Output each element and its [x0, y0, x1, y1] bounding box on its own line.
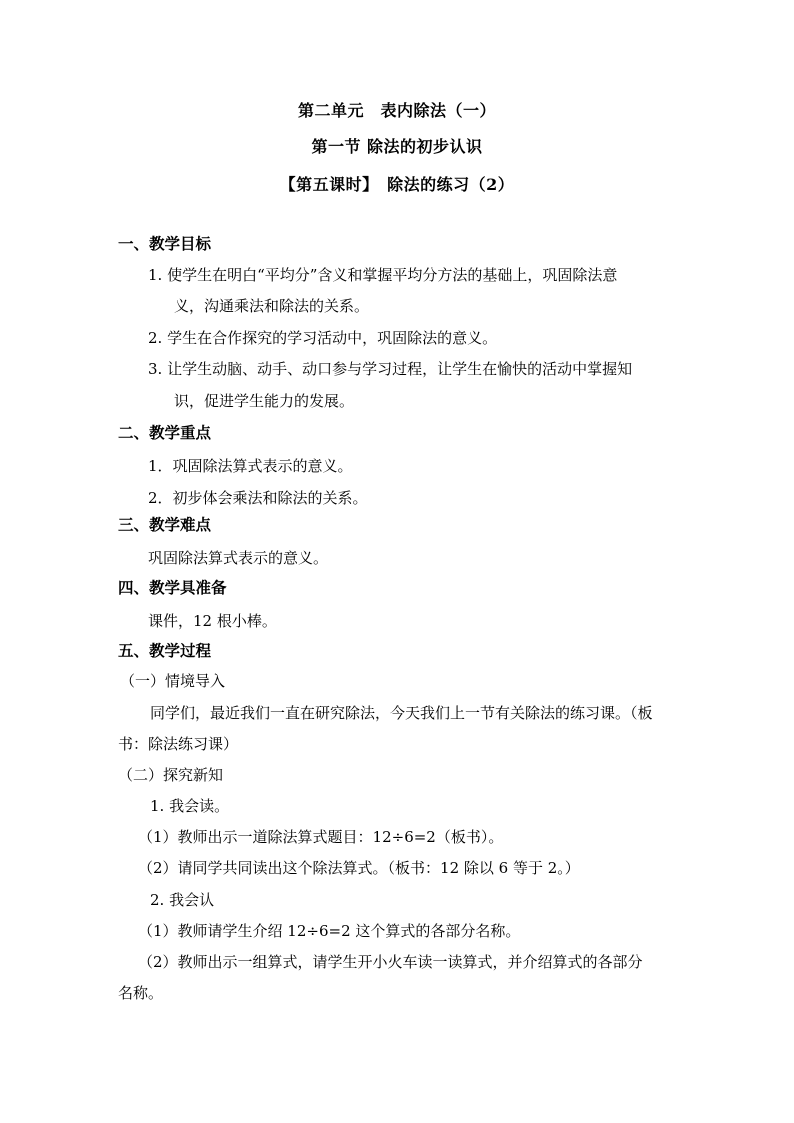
sub-item-2a: （1）教师请学生介绍 12÷6=2 这个算式的各部分名称。 — [138, 922, 521, 940]
goal-2: 2. 学生在合作探究的学习活动中，巩固除法的意义。 — [148, 329, 498, 347]
goal-1-line-2: 义，沟通乘法和除法的关系。 — [174, 297, 370, 315]
sub-item-2b-line-2: 名称。 — [118, 984, 164, 1002]
heading-teaching-goals: 一、教学目标 — [118, 234, 212, 253]
goal-1-line-1: 1. 使学生在明白“平均分”含义和掌握平均分方法的基础上，巩固除法意 — [148, 266, 618, 284]
heading-difficulty: 三、教学难点 — [118, 515, 212, 534]
key-point-2: 2．初步体会乘法和除法的关系。 — [148, 489, 368, 507]
part-2-heading: （二）探究新知 — [118, 766, 224, 784]
heading-materials: 四、教学具准备 — [118, 578, 227, 597]
part-1-heading: （一）情境导入 — [120, 672, 226, 690]
goal-3-line-1: 3. 让学生动脑、动手、动口参与学习过程，让学生在愉快的活动中掌握知 — [148, 360, 633, 378]
part-1-line-2: 书：除法练习课） — [118, 735, 239, 753]
materials-text: 课件，12 根小棒。 — [148, 612, 277, 630]
heading-process: 五、教学过程 — [118, 641, 212, 660]
sub-item-2b-line-1: （2）教师出示一组算式，请学生开小火车读一读算式，并介绍算式的各部分 — [138, 953, 643, 971]
difficulty-text: 巩固除法算式表示的意义。 — [148, 549, 329, 567]
part-1-line-1: 同学们，最近我们一直在研究除法，今天我们上一节有关除法的练习课。（板 — [150, 704, 653, 722]
sub-item-2: 2. 我会认 — [150, 891, 215, 909]
unit-title: 第二单元 表内除法（一） — [297, 101, 496, 120]
sub-item-1a: （1）教师出示一道除法算式题目：12÷6=2（板书）。 — [138, 828, 504, 846]
sub-item-1b: （2）请同学共同读出这个除法算式。（板书：12 除以 6 等于 2。） — [138, 859, 580, 877]
sub-item-1: 1. 我会读。 — [150, 797, 230, 815]
section-title: 第一节 除法的初步认识 — [311, 137, 483, 156]
heading-key-points: 二、教学重点 — [118, 423, 212, 442]
key-point-1: 1．巩固除法算式表示的意义。 — [148, 457, 353, 475]
lesson-title: 【第五课时】 除法的练习（2） — [279, 175, 515, 194]
goal-3-line-2: 识，促进学生能力的发展。 — [174, 392, 355, 410]
